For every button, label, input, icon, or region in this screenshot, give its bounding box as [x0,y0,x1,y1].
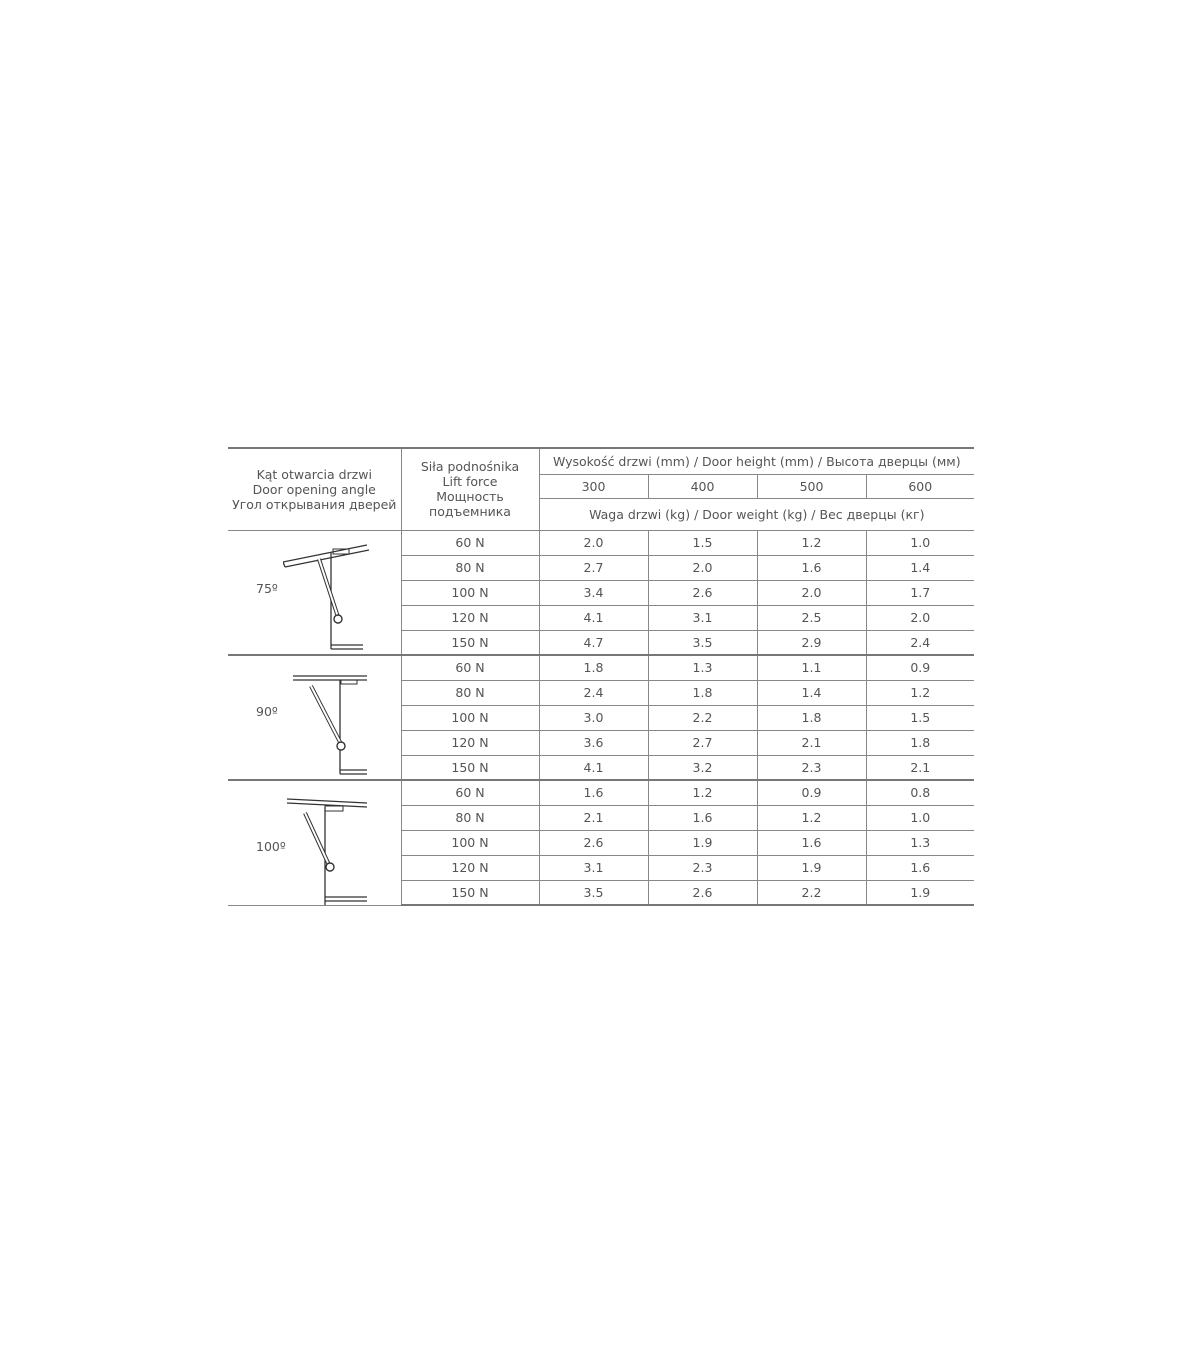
weight-cell: 2.0 [539,530,648,555]
angle-label: 90º [256,704,278,719]
weight-cell: 2.1 [866,755,974,780]
angle-label: 75º [256,580,278,596]
height-600: 600 [866,474,974,498]
weight-cell: 3.1 [539,855,648,880]
lift-mechanism-diagram-icon [283,664,373,783]
weight-cell: 2.1 [757,730,866,755]
force-cell: 80 N [401,555,539,580]
weight-cell: 2.6 [648,580,757,605]
weight-cell: 1.3 [866,830,974,855]
weight-cell: 2.0 [866,605,974,630]
weight-cell: 1.0 [866,805,974,830]
force-cell: 150 N [401,880,539,905]
header-force-ru1: Мощность [436,489,504,505]
header-force-ru2: подъемника [429,504,511,520]
data-body [228,530,974,905]
header-weight-title: Waga drzwi (kg) / Door weight (kg) / Вес дверцы (кг) [539,498,974,530]
weight-cell: 1.0 [866,530,974,555]
weight-cell: 1.8 [539,655,648,680]
weight-cell: 1.3 [648,655,757,680]
force-cell: 60 N [401,655,539,680]
weight-cell: 3.6 [539,730,648,755]
header-force-pl: Siła podnośnika [420,459,520,475]
weight-cell: 2.7 [539,555,648,580]
weight-cell: 3.0 [539,705,648,730]
header-force [401,448,539,530]
lift-mechanism-diagram-icon [283,789,373,908]
weight-cell: 1.8 [648,680,757,705]
weight-cell: 1.9 [866,880,974,905]
force-cell: 80 N [401,805,539,830]
weight-cell: 2.1 [539,805,648,830]
force-cell: 120 N [401,730,539,755]
weight-cell: 1.6 [757,555,866,580]
weight-cell: 1.1 [757,655,866,680]
table-row [228,780,974,805]
weight-cell: 0.8 [866,780,974,805]
weight-cell: 1.8 [757,705,866,730]
force-cell: 150 N [401,755,539,780]
weight-cell: 1.5 [648,530,757,555]
header-angle-ru: Угол открывания дверей [232,496,397,512]
height-400: 400 [648,474,757,498]
header-height-title: Wysokość drzwi (mm) / Door height (mm) / Высота дверцы (мм) [539,448,974,474]
weight-cell: 2.0 [757,580,866,605]
weight-cell: 4.7 [539,630,648,655]
angle-cell [228,780,401,905]
angle-cell [228,530,401,655]
weight-cell: 0.9 [866,655,974,680]
weight-cell: 1.2 [757,530,866,555]
table-row [228,530,974,555]
weight-cell: 3.5 [648,630,757,655]
weight-cell: 2.4 [539,680,648,705]
force-cell: 120 N [401,855,539,880]
weight-cell: 1.6 [539,780,648,805]
angle-cell [228,655,401,780]
force-cell: 60 N [401,530,539,555]
force-cell: 120 N [401,605,539,630]
header-force-en: Lift force [442,474,498,490]
weight-cell: 0.9 [757,780,866,805]
weight-cell: 3.5 [539,880,648,905]
weight-cell: 1.7 [866,580,974,605]
force-cell: 100 N [401,830,539,855]
lift-force-table [228,447,974,906]
lift-mechanism-diagram-icon [283,539,373,658]
force-cell: 100 N [401,705,539,730]
force-cell: 100 N [401,580,539,605]
weight-cell: 1.8 [866,730,974,755]
height-300: 300 [539,474,648,498]
weight-cell: 2.9 [757,630,866,655]
header-angle-en: Door opening angle [252,481,376,497]
weight-cell: 2.0 [648,555,757,580]
weight-cell: 2.3 [648,855,757,880]
weight-cell: 1.6 [648,805,757,830]
table-row [228,655,974,680]
force-cell: 80 N [401,680,539,705]
weight-cell: 2.2 [757,880,866,905]
weight-cell: 3.4 [539,580,648,605]
weight-cell: 2.7 [648,730,757,755]
height-500: 500 [757,474,866,498]
weight-cell: 1.9 [757,855,866,880]
weight-cell: 1.6 [757,830,866,855]
weight-cell: 1.4 [866,555,974,580]
weight-cell: 2.3 [757,755,866,780]
weight-cell: 2.4 [866,630,974,655]
weight-cell: 1.2 [757,805,866,830]
force-cell: 150 N [401,630,539,655]
weight-cell: 2.2 [648,705,757,730]
weight-cell: 1.2 [648,780,757,805]
weight-cell: 3.2 [648,755,757,780]
weight-cell: 1.6 [866,855,974,880]
weight-cell: 3.1 [648,605,757,630]
weight-cell: 1.5 [866,705,974,730]
weight-cell: 4.1 [539,755,648,780]
header-angle-pl: Kąt otwarcia drzwi [256,466,372,482]
force-cell: 60 N [401,780,539,805]
angle-label: 100º [256,839,286,854]
weight-cell: 2.6 [539,830,648,855]
weight-cell: 4.1 [539,605,648,630]
weight-cell: 2.5 [757,605,866,630]
header-angle [228,448,401,530]
weight-cell: 1.4 [757,680,866,705]
weight-cell: 1.9 [648,830,757,855]
weight-cell: 2.6 [648,880,757,905]
weight-cell: 1.2 [866,680,974,705]
